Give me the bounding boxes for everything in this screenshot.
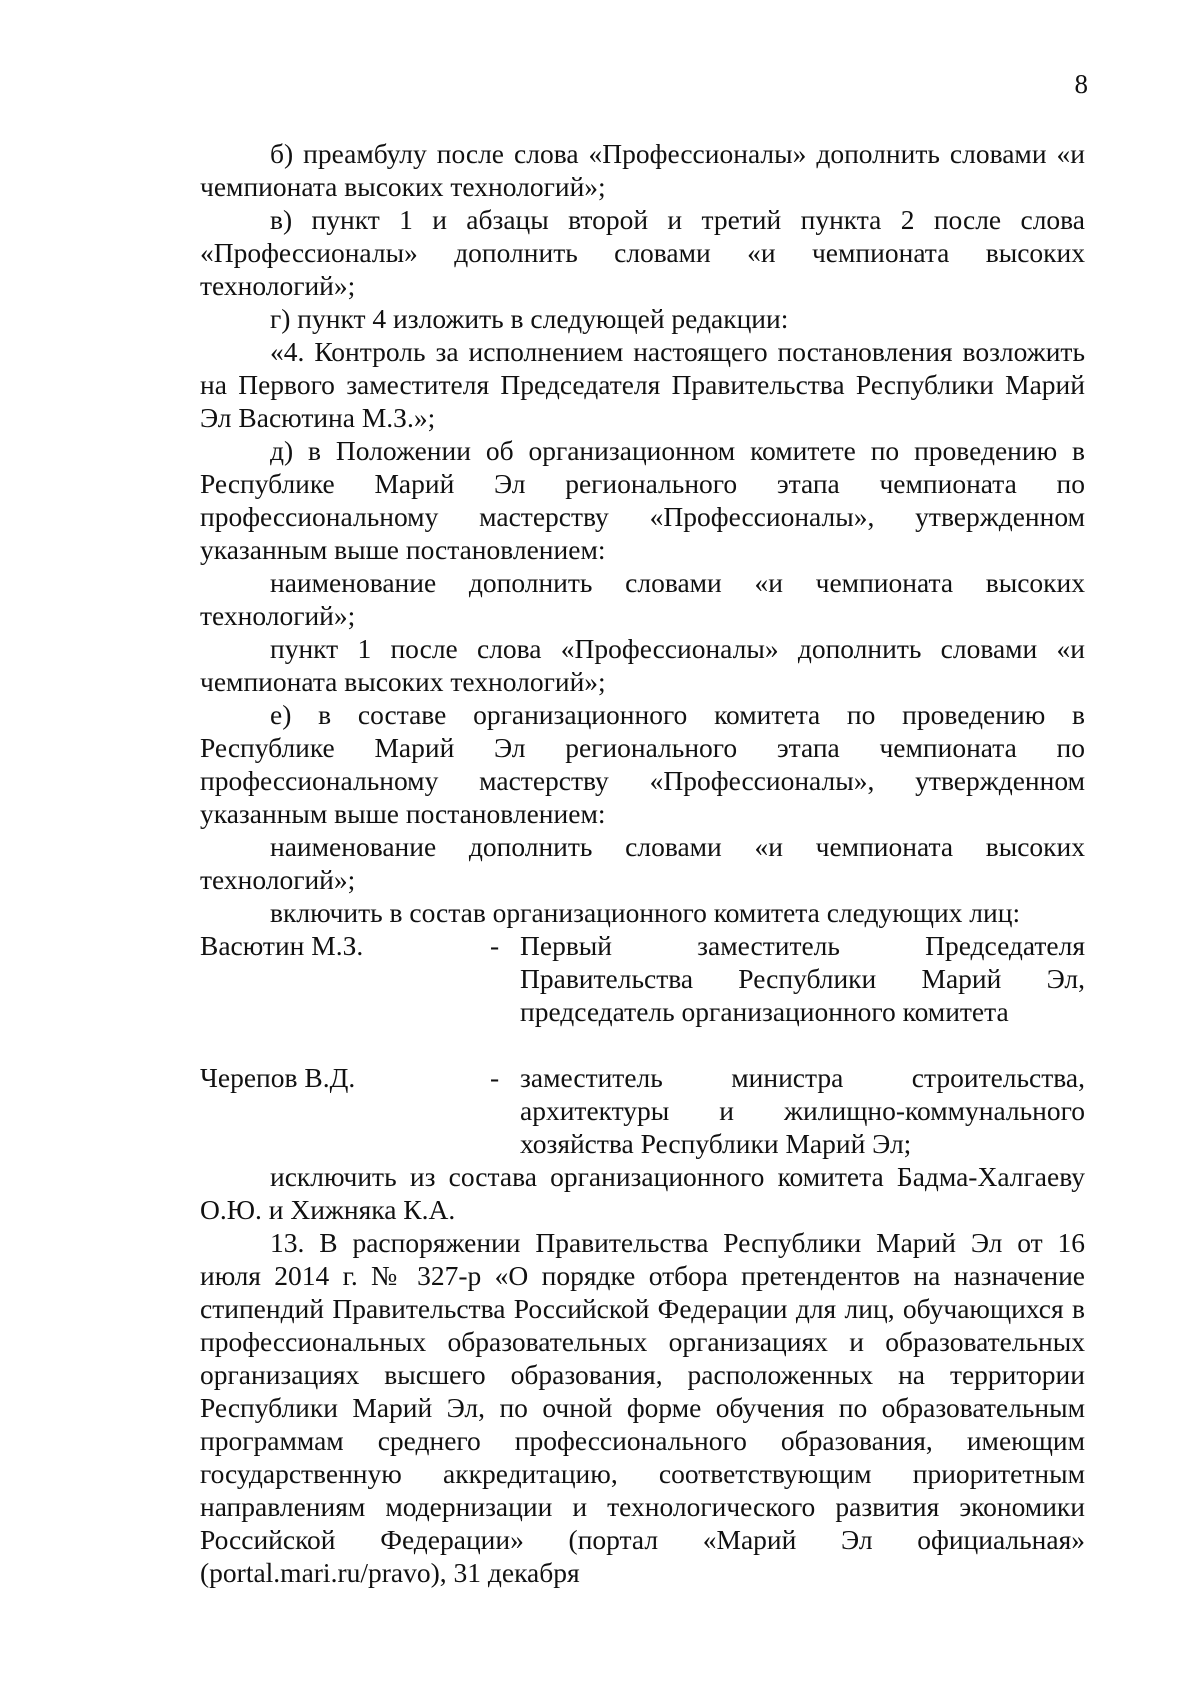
paragraph-name-amendment: наименование дополнить словами «и чемпионата высоких технологий»; bbox=[200, 567, 1085, 631]
paragraph-point1-amendment: пункт 1 после слова «Профессионалы» дополнить словами «и чемпионата высоких технологий»; bbox=[200, 633, 1085, 697]
paragraph-point4-text: «4. Контроль за исполнением настоящего постановления возложить на Первого заместителя Председателя Правительства Республики Марий Эл Васютина М.З.»; bbox=[200, 336, 1085, 433]
committee-member bbox=[200, 929, 1085, 1028]
paragraph-exclude-members: исключить из состава организационного комитета Бадма-Халгаеву О.Ю. и Хижняка К.А. bbox=[200, 1161, 1085, 1225]
paragraph-point4-intro: г) пункт 4 изложить в следующей редакции: bbox=[270, 303, 789, 334]
member-role: Первый заместитель Председателя Правительства Республики Марий Эл, председатель организационного комитета bbox=[520, 930, 1085, 1027]
member-name: Васютин М.З. bbox=[200, 930, 364, 961]
member-dash: - bbox=[490, 930, 500, 961]
member-name: Черепов В.Д. bbox=[200, 1062, 356, 1093]
paragraph-preamble-amendment: б) преамбулу после слова «Профессионалы» дополнить словами «и чемпионата высоких технологий»; bbox=[200, 138, 1085, 202]
page-number: 8 bbox=[1074, 69, 1088, 99]
committee-member bbox=[200, 1061, 1085, 1160]
paragraph-order-13: 13. В распоряжении Правительства Республики Марий Эл от 16 июля 2014 г. № 327-р «О порядке отбора претендентов на назначение стипендий Правительства Российской Федерации для лиц, обучающихся в профессиональных образовательных организациях и образовательных организациях высшего образования, расположенных на территории Республики Марий Эл, по очной форме обучения по образовательным программам среднего профессионального образования, имеющим государственную аккредитацию, соответствующим приоритетным направлениям модернизации и технологического развития экономики Российской Федерации» (портал «Марий Эл официальная» (portal.mari.ru/pravo), 31 декабря bbox=[200, 1227, 1085, 1588]
paragraph-include-members: включить в состав организационного комитета следующих лиц: bbox=[270, 897, 1021, 928]
member-dash: - bbox=[490, 1062, 500, 1093]
document-body bbox=[200, 137, 1085, 1589]
paragraph-points-amendment: в) пункт 1 и абзацы второй и третий пункта 2 после слова «Профессионалы» дополнить словами «и чемпионата высоких технологий»; bbox=[200, 204, 1085, 301]
member-role: заместитель министра строительства, архитектуры и жилищно-коммунального хозяйства Республики Марий Эл; bbox=[520, 1062, 1085, 1159]
paragraph-committee-composition: е) в составе организационного комитета по проведению в Республике Марий Эл регионального этапа чемпионата по профессиональному мастерству «Профессионалы», утвержденном указанным выше постановлением: bbox=[200, 699, 1085, 829]
paragraph-regulation-amendment: д) в Положении об организационном комитете по проведению в Республике Марий Эл регионального этапа чемпионата по профессиональному мастерству «Профессионалы», утвержденном указанным выше постановлением: bbox=[200, 435, 1085, 565]
paragraph-composition-name-amendment: наименование дополнить словами «и чемпионата высоких технологий»; bbox=[200, 831, 1085, 895]
